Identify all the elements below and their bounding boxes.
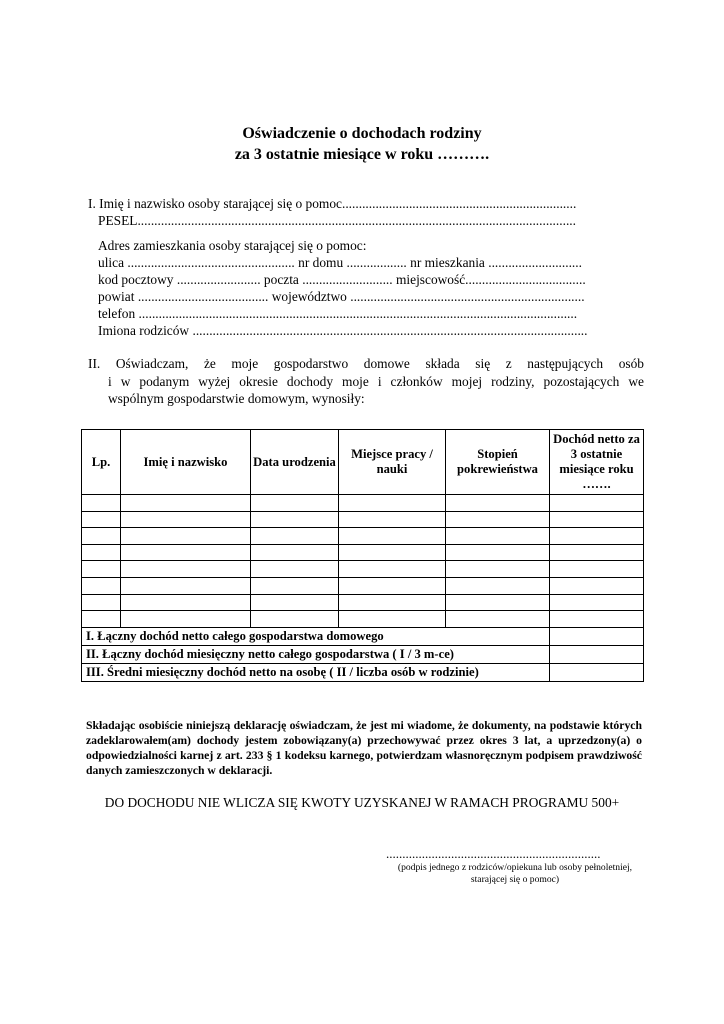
powiat-field[interactable]: ....................................... — [137, 289, 269, 304]
col-name: Imię i nazwisko — [121, 430, 251, 495]
table-row — [82, 544, 644, 561]
pesel-field[interactable]: ................................................................................................................................... — [137, 213, 576, 228]
wojewodztwo-label: województwo — [271, 289, 347, 304]
signature-caption-line-1: (podpis jednego z rodziców/opiekuna lub osoby pełnoletniej, — [397, 862, 633, 873]
table-row — [82, 594, 644, 611]
cell[interactable] — [446, 594, 550, 611]
cell[interactable] — [121, 511, 251, 528]
cell[interactable] — [82, 594, 121, 611]
statement-line-1: II. Oświadczam, że moje gospodarstwo domowe składa się z następujących osób — [88, 356, 644, 371]
cell[interactable] — [550, 561, 644, 578]
cell[interactable] — [446, 577, 550, 594]
col-work: Miejsce pracy / nauki — [339, 430, 446, 495]
document-subtitle: za 3 ostatnie miesiące w roku ………. — [234, 146, 490, 163]
per-person-income-row — [82, 663, 644, 681]
monthly-income-label: II. Łączny dochód miesięczny netto całego gospodarstwa ( I / 3 m-ce) — [82, 645, 550, 663]
cell[interactable] — [251, 511, 339, 528]
poczta-label: poczta — [263, 272, 299, 287]
declaration-text: Składając osobiście niniejszą deklarację oświadczam, że jest mi wiadome, że dokumenty, na podstawie których zadeklarowałem(am) dochody jestem zobowiązany(a) przechowywać przez okres 3 lat, a uprzedzony(a) o odpowiedzialności karnej z art. 233 § 1 kodeksu karnego, potwierdzam własnoręcznym podpisem prawdziwość danych zamieszczonych w deklaracji. — [86, 719, 642, 777]
cell[interactable] — [339, 528, 446, 545]
cell[interactable] — [251, 594, 339, 611]
col-lp: Lp. — [82, 430, 121, 495]
telefon-label: telefon — [98, 306, 136, 321]
nr-domu-field[interactable]: .................. — [346, 255, 407, 270]
parents-line — [98, 322, 640, 339]
rodzice-label: Imiona rodziców — [98, 323, 190, 338]
kod-label: kod pocztowy — [98, 272, 174, 287]
nr-domu-label: nr domu — [298, 255, 344, 270]
nr-mieszkania-field[interactable]: ............................ — [488, 255, 582, 270]
cell[interactable] — [82, 577, 121, 594]
cell[interactable] — [121, 561, 251, 578]
document-title: Oświadczenie o dochodach rodziny — [242, 125, 482, 142]
col-income: Dochód netto za 3 ostatnie miesiące roku ……. — [550, 430, 644, 495]
nr-mieszkania-label: nr mieszkania — [410, 255, 485, 270]
miejscowosc-field[interactable]: .................................... — [465, 272, 586, 287]
program-500-note: DO DOCHODU NIE WLICZA SIĘ KWOTY UZYSKANEJ W RAMACH PROGRAMU 500+ — [104, 795, 620, 810]
postal-line — [98, 271, 643, 288]
cell[interactable] — [82, 611, 121, 628]
cell[interactable] — [446, 561, 550, 578]
cell[interactable] — [339, 594, 446, 611]
street-line — [98, 254, 643, 271]
income-table — [81, 429, 644, 682]
telefon-field[interactable]: ................................................................................................................................... — [138, 306, 578, 321]
statement-line-2: i w podanym wyżej okresie dochody moje i członków mojej rodziny, pozostających we — [108, 373, 644, 389]
cell[interactable] — [251, 611, 339, 628]
cell[interactable] — [251, 561, 339, 578]
cell[interactable] — [550, 528, 644, 545]
powiat-label: powiat — [98, 289, 135, 304]
cell[interactable] — [446, 544, 550, 561]
cell[interactable] — [446, 611, 550, 628]
total-income-value[interactable] — [550, 627, 644, 645]
cell[interactable] — [550, 577, 644, 594]
cell[interactable] — [82, 561, 121, 578]
cell[interactable] — [339, 511, 446, 528]
cell[interactable] — [121, 495, 251, 512]
cell[interactable] — [121, 577, 251, 594]
cell[interactable] — [550, 544, 644, 561]
cell[interactable] — [550, 611, 644, 628]
cell[interactable] — [446, 495, 550, 512]
cell[interactable] — [121, 594, 251, 611]
monthly-income-value[interactable] — [550, 645, 644, 663]
table-row — [82, 495, 644, 512]
ulica-field[interactable]: .................................................. — [127, 255, 295, 270]
cell[interactable] — [121, 544, 251, 561]
signature-field[interactable]: .................................................................. — [386, 846, 601, 861]
cell[interactable] — [339, 495, 446, 512]
cell[interactable] — [550, 511, 644, 528]
applicant-label: I. Imię i nazwisko osoby starającej się o pomoc — [88, 196, 342, 211]
col-relation: Stopień pokrewieństwa — [446, 430, 550, 495]
phone-line — [98, 305, 640, 322]
pesel-label: PESEL — [98, 213, 138, 228]
cell[interactable] — [550, 594, 644, 611]
table-row — [82, 511, 644, 528]
statement-line-3: wspólnym gospodarstwie domowym, wynosiły: — [108, 391, 365, 406]
per-person-income-value[interactable] — [550, 663, 644, 681]
table-row — [82, 611, 644, 628]
rodzice-field[interactable]: ...................................................................................................................... — [192, 323, 588, 338]
table-row — [82, 577, 644, 594]
cell[interactable] — [339, 544, 446, 561]
cell[interactable] — [446, 528, 550, 545]
cell[interactable] — [121, 611, 251, 628]
cell[interactable] — [82, 495, 121, 512]
cell[interactable] — [82, 528, 121, 545]
signature-caption — [380, 862, 650, 886]
cell[interactable] — [251, 544, 339, 561]
total-income-label: I. Łączny dochód netto całego gospodarstwa domowego — [82, 627, 550, 645]
region-line — [98, 288, 643, 305]
cell[interactable] — [339, 611, 446, 628]
kod-field[interactable]: ......................... — [176, 272, 261, 287]
col-birth: Data urodzenia — [251, 430, 339, 495]
pesel-line — [98, 212, 638, 229]
table-row — [82, 528, 644, 545]
monthly-income-row — [82, 645, 644, 663]
miejscowosc-label: miejscowość — [395, 272, 466, 287]
cell[interactable] — [339, 561, 446, 578]
cell[interactable] — [446, 511, 550, 528]
signature-caption-line-2: starającej się o pomoc) — [470, 874, 560, 885]
cell[interactable] — [339, 577, 446, 594]
cell[interactable] — [251, 495, 339, 512]
wojewodztwo-field[interactable]: ...................................................................... — [350, 289, 585, 304]
cell[interactable] — [121, 528, 251, 545]
cell[interactable] — [251, 528, 339, 545]
cell[interactable] — [82, 544, 121, 561]
applicant-field[interactable]: ...................................................................... — [341, 196, 577, 211]
cell[interactable] — [550, 495, 644, 512]
ulica-label: ulica — [98, 255, 125, 270]
household-statement — [88, 355, 644, 408]
cell[interactable] — [82, 511, 121, 528]
applicant-line — [88, 195, 648, 212]
per-person-income-label: III. Średni miesięczny dochód netto na osobę ( II / liczba osób w rodzinie) — [82, 663, 550, 681]
table-row — [82, 561, 644, 578]
poczta-field[interactable]: ........................... — [302, 272, 393, 287]
address-label: Adres zamieszkania osoby starającej się o pomoc: — [98, 238, 367, 253]
total-income-row — [82, 627, 644, 645]
cell[interactable] — [251, 577, 339, 594]
